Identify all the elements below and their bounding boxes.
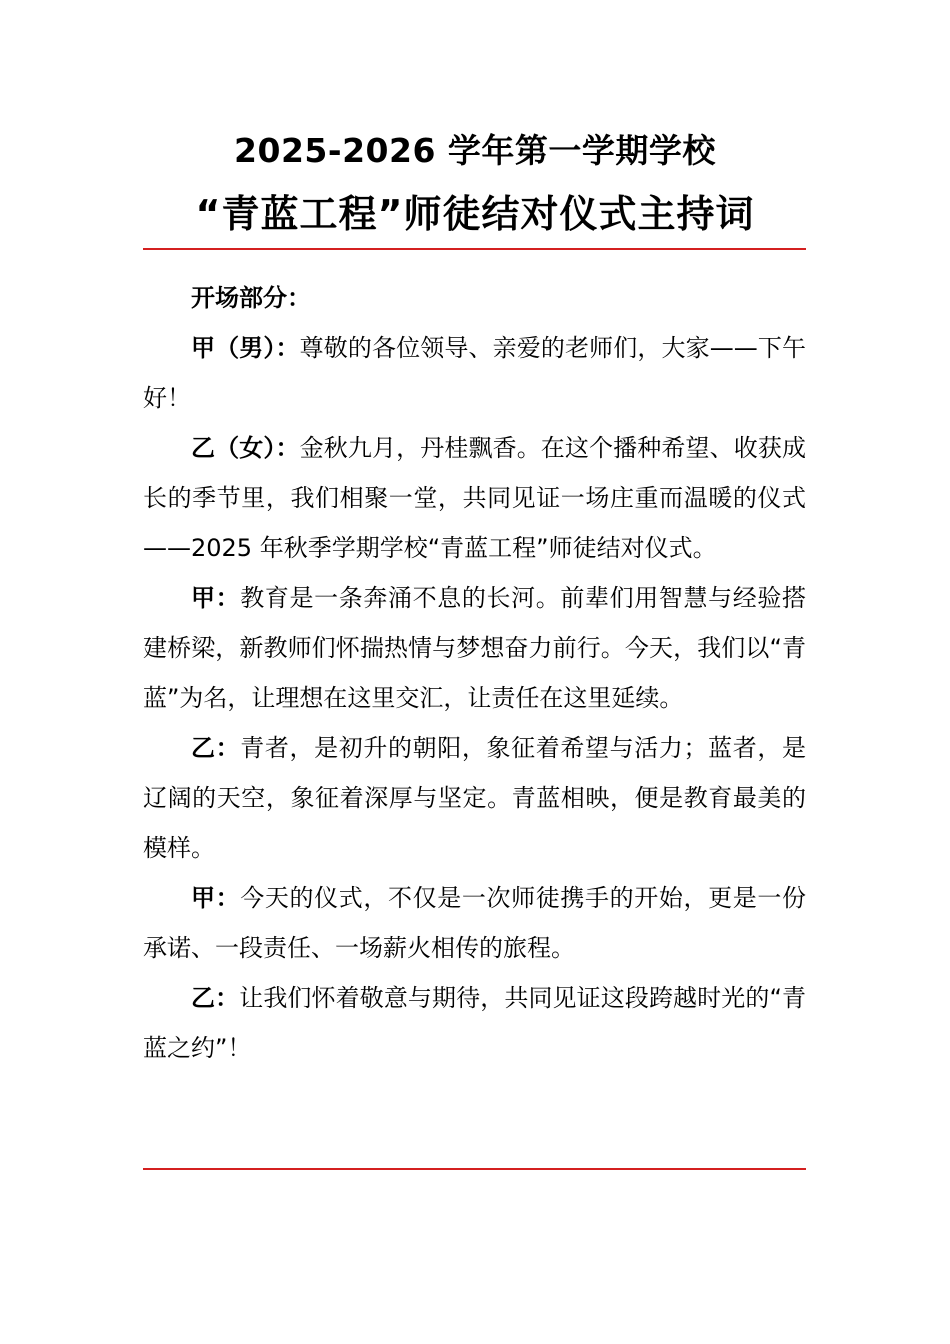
document-body [143,273,806,1073]
document-title-line2: “青蓝工程”师徒结对仪式主持词 [195,192,755,236]
section-heading: 开场部分： [191,284,311,312]
dialogue-paragraph [143,873,806,973]
paragraph-text: 尊敬的各位领导、亲爱的老师们，大家——下午好！ [143,334,806,412]
dialogue-paragraph [143,423,806,573]
closing-divider-rule [143,1168,806,1170]
document-title-line1: 2025-2026 学年第一学期学校 [234,131,716,170]
speaker-label: 甲： [191,584,241,612]
dialogue-paragraph [143,723,806,873]
paragraph-text: 今天的仪式，不仅是一次师徒携手的开始，更是一份承诺、一段责任、一场薪火相传的旅程。 [143,884,806,962]
dialogue-paragraph [143,323,806,423]
speaker-label: 乙（女）： [191,434,300,462]
speaker-label: 甲（男）： [191,334,300,362]
title-divider-rule [143,248,806,250]
dialogue-paragraph [143,573,806,723]
paragraph-text: 金秋九月，丹桂飘香。在这个播种希望、收获成长的季节里，我们相聚一堂，共同见证一场庄重而温暖的仪式——2025 年秋季学期学校“青蓝工程”师徒结对仪式。 [143,434,807,562]
paragraph-text: 青者，是初升的朝阳，象征着希望与活力；蓝者，是辽阔的天空，象征着深厚与坚定。青蓝相映，便是教育最美的模样。 [143,734,806,862]
paragraph-text: 教育是一条奔涌不息的长河。前辈们用智慧与经验搭建桥梁，新教师们怀揣热情与梦想奋力前行。今天，我们以“青蓝”为名，让理想在这里交汇，让责任在这里延续。 [143,584,806,712]
paragraph-text: 让我们怀着敬意与期待，共同见证这段跨越时光的“青蓝之约”！ [143,984,807,1062]
speaker-label: 乙： [191,984,240,1012]
dialogue-paragraph [143,973,806,1073]
speaker-label: 甲： [191,884,241,912]
speaker-label: 乙： [191,734,241,762]
